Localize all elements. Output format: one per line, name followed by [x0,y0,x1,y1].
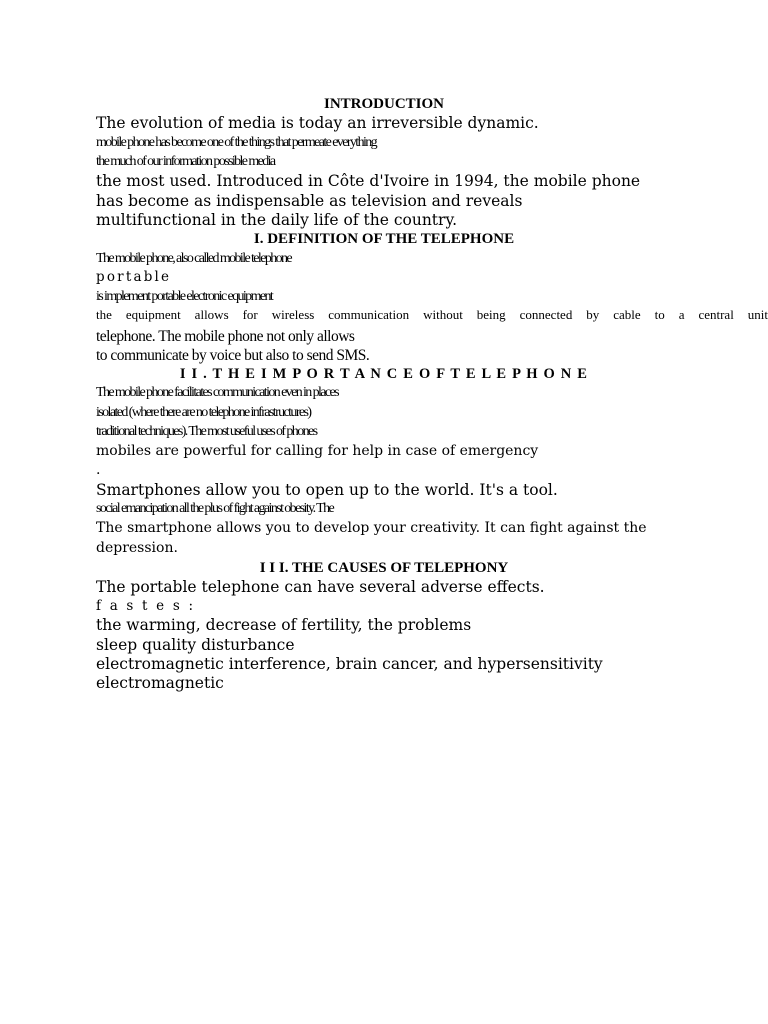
intro-line-5: has become as indispensable as television and reveals [96,192,523,210]
section-1-line-3: is implement portable electronic equipment [96,289,273,304]
section-1-line-6: to communicate by voice but also to send SMS. [96,347,370,364]
section-1-line-1: The mobile phone, also called mobile telephone [96,251,292,266]
section-1-line-4: the equipment allows for wireless communication without being connected by cable to a central unit [96,307,768,322]
intro-line-4: the most used. Introduced in Côte d'Ivoire in 1994, the mobile phone [96,172,641,190]
section-3-line-4: sleep quality disturbance [96,636,295,654]
intro-line-3: the much of our information possible media [96,154,275,169]
section-2-line-2: isolated (where there are no telephone infrastructures) [96,405,311,420]
section-3-line-6: electromagnetic [96,674,224,692]
intro-line-2: mobile phone has become one of the things that permeate everything [96,135,377,150]
section-2-line-8: The smartphone allows you to develop your creativity. It can fight against the [96,520,647,536]
section-2-line-9: depression. [96,540,178,556]
section-1-line-5: telephone. The mobile phone not only allows [96,328,355,345]
section-3-line-3: the warming, decrease of fertility, the problems [96,616,472,634]
section-2-line-4: mobiles are powerful for calling for help in case of emergency [96,443,539,459]
section-2-line-1: The mobile phone facilitates communication even in places [96,385,338,400]
document-title: INTRODUCTION [323,96,444,112]
section-2-line-3: traditional techniques). The most useful uses of phones [96,424,317,439]
section-3-heading: I I I. THE CAUSES OF TELEPHONY [259,560,509,576]
intro-line-6: multifunctional in the daily life of the country. [96,211,458,229]
section-1-line-2: portable [96,269,172,285]
section-3-line-2: f a s t e s : [96,598,196,614]
section-1-heading: I. DEFINITION OF THE TELEPHONE [253,231,515,247]
section-2-line-5: . [96,462,101,478]
section-2-line-6: Smartphones allow you to open up to the world. It's a tool. [96,481,558,499]
section-3-line-1: The portable telephone can have several adverse effects. [96,578,545,596]
section-2-line-7: social emancipation all the plus of fight against obesity. The [96,501,334,516]
section-3-line-5: electromagnetic interference, brain cancer, and hypersensitivity [96,655,603,673]
section-2-heading: I I . T H E I M P O R T A N C E O F T E L E P H O N E [179,366,589,382]
intro-line-1: The evolution of media is today an irreversible dynamic. [96,114,539,132]
